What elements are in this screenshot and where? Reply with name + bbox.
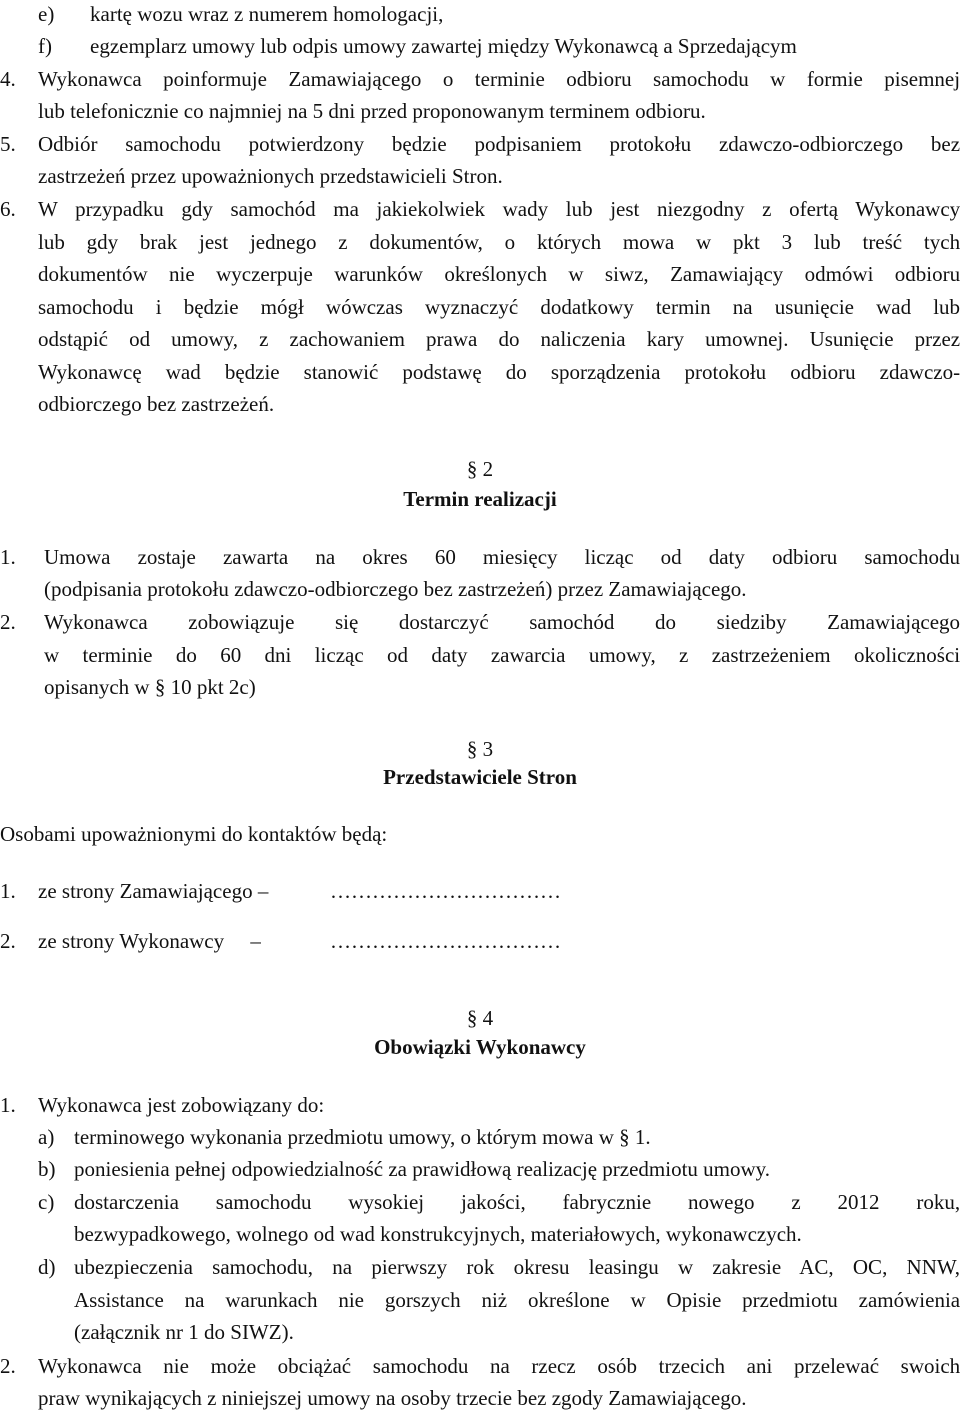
section-number: § 3 <box>466 737 494 761</box>
contact-fill: …………………………… <box>330 879 561 903</box>
list-item: egzemplarz umowy lub odpis umowy zawartej między Wykonawcą a Sprzedającym <box>90 34 797 58</box>
list-item: kartę wozu wraz z numerem homologacji, <box>90 2 444 26</box>
list-marker: f) <box>38 34 52 58</box>
list-marker: a) <box>38 1125 55 1149</box>
list-item: (załącznik nr 1 do SIWZ). <box>74 1320 294 1344</box>
paragraph-line: Wykonawcę wad będzie stanowić podstawę do sporządzenia protokołu odbioru zdawczo- <box>38 360 960 384</box>
item-number: 1. <box>0 545 16 569</box>
paragraph-line: samochodu i będzie mógł wówczas wyznaczyć dodatkowy termin na usunięcie wad lub <box>38 295 960 319</box>
paragraph-line: praw wynikających z niniejszej umowy na osoby trzecie bez zgody Zamawiającego. <box>38 1386 747 1410</box>
paragraph-line: odbiorczego bez zastrzeżeń. <box>38 392 275 416</box>
list-marker: d) <box>38 1255 56 1279</box>
section-title: Przedstawiciele Stron <box>383 765 577 789</box>
paragraph-line: W przypadku gdy samochód ma jakiekolwiek wady lub jest niezgodny z ofertą Wykonawcy <box>38 197 960 221</box>
list-item: Assistance na warunkach nie gorszych niż określone w Opisie przedmiotu zamówienia <box>74 1288 960 1312</box>
paragraph-line: Umowa zostaje zawarta na okres 60 miesięcy licząc od daty odbioru samochodu <box>44 545 960 569</box>
item-number: 6. <box>0 197 16 221</box>
paragraph-line: (podpisania protokołu zdawczo-odbiorczego bez zastrzeżeń) przez Zamawiającego. <box>44 577 747 601</box>
section-number: § 4 <box>466 1006 494 1030</box>
list-item: poniesienia pełnej odpowiedzialność za prawidłową realizację przedmiotu umowy. <box>74 1157 771 1181</box>
paragraph-line: lub telefonicznie co najmniej na 5 dni przed proponowanym terminem odbioru. <box>38 99 706 123</box>
section-title: Termin realizacji <box>403 487 557 511</box>
contact-number: 2. <box>0 929 16 953</box>
section-number: § 2 <box>466 457 494 481</box>
paragraph-line: opisanych w § 10 pkt 2c) <box>44 675 256 699</box>
list-item: terminowego wykonania przedmiotu umowy, o którym mowa w § 1. <box>74 1125 651 1149</box>
item-number: 2. <box>0 1354 16 1378</box>
item-number: 2. <box>0 610 16 634</box>
paragraph-line: Wykonawca zobowiązuje się dostarczyć samochód do siedziby Zamawiającego <box>44 610 960 634</box>
list-item: dostarczenia samochodu wysokiej jakości, fabrycznie nowego z 2012 roku, <box>74 1190 960 1214</box>
paragraph-line: lub gdy brak jest jednego z dokumentów, o których mowa w pkt 3 lub treść tych <box>38 230 960 254</box>
item-number: 1. <box>0 1093 16 1117</box>
section-title: Obowiązki Wykonawcy <box>374 1035 586 1059</box>
contact-fill: …………………………… <box>330 929 561 953</box>
list-marker: c) <box>38 1190 55 1214</box>
list-item: bezwypadkowego, wolnego od wad konstrukcyjnych, materiałowych, wykonawczych. <box>74 1222 802 1246</box>
paragraph-line: Wykonawca poinformuje Zamawiającego o terminie odbioru samochodu w formie pisemnej <box>38 67 960 91</box>
list-item: ubezpieczenia samochodu, na pierwszy rok okresu leasingu w zakresie AC, OC, NNW, <box>74 1255 960 1279</box>
list-marker: b) <box>38 1157 56 1181</box>
contacts-intro: Osobami upoważnionymi do kontaktów będą: <box>0 822 388 846</box>
paragraph-line: w terminie do 60 dni licząc od daty zawarcia umowy, z zastrzeżeniem okoliczności <box>44 643 960 667</box>
paragraph-line: dokumentów nie wyczerpuje warunków określonych w siwz, Zamawiający odmówi odbioru <box>38 262 960 286</box>
paragraph-line: zastrzeżeń przez upoważnionych przedstawicieli Stron. <box>38 164 503 188</box>
list-marker: e) <box>38 2 55 26</box>
contact-label: ze strony Zamawiającego – <box>38 879 269 903</box>
paragraph-line: Wykonawca nie może obciążać samochodu na rzecz osób trzecich ani przelewać swoich <box>38 1354 960 1378</box>
paragraph-line: odstąpić od umowy, z zachowaniem prawa do naliczenia kary umownej. Usunięcie przez <box>38 327 960 351</box>
contact-label: ze strony Wykonawcy – <box>38 929 261 953</box>
contact-number: 1. <box>0 879 16 903</box>
paragraph-line: Odbiór samochodu potwierdzony będzie podpisaniem protokołu zdawczo-odbiorczego bez <box>38 132 960 156</box>
item-number: 4. <box>0 67 16 91</box>
paragraph-line: Wykonawca jest zobowiązany do: <box>38 1093 325 1117</box>
item-number: 5. <box>0 132 16 156</box>
